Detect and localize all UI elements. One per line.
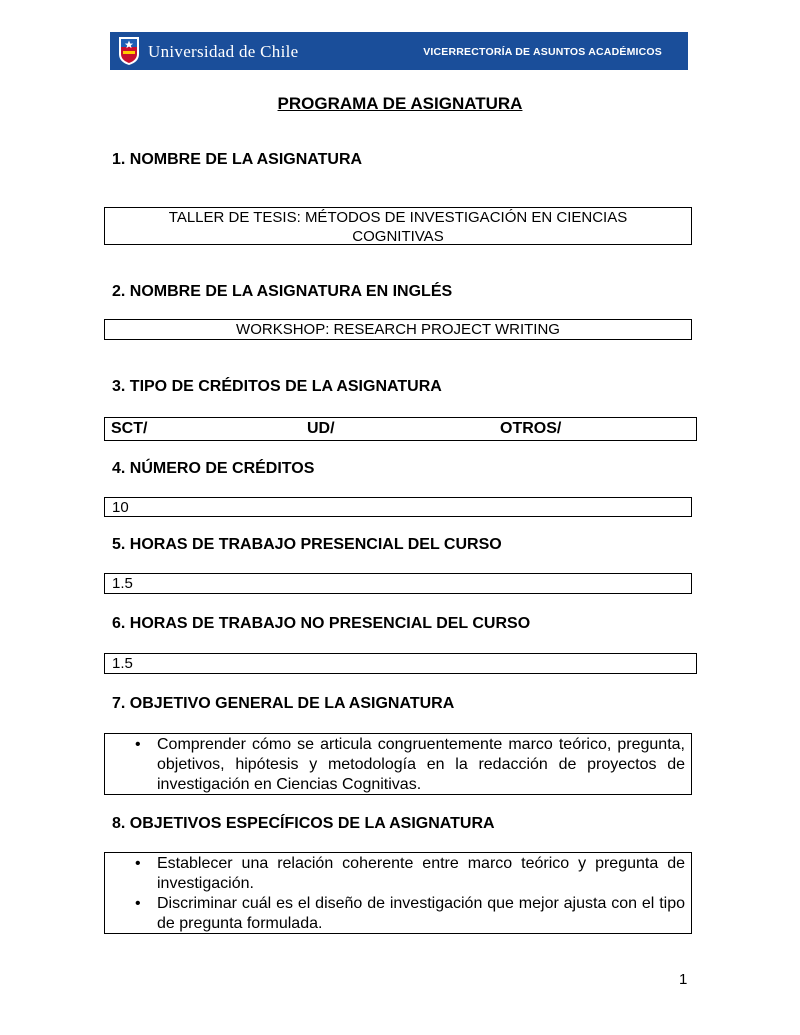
credit-type-ud: UD/: [307, 420, 335, 437]
course-name-line-1: TALLER DE TESIS: MÉTODOS DE INVESTIGACIÓN EN CIENCIAS: [168, 209, 628, 226]
presential-hours-box: [104, 573, 692, 594]
bullet-icon: •: [135, 855, 141, 872]
english-name-box: [104, 319, 692, 340]
document-title: PROGRAMA DE ASIGNATURA: [277, 94, 523, 113]
bullet-icon: •: [135, 736, 141, 753]
credit-type-box: [104, 417, 697, 441]
non-presential-hours-box: [104, 653, 697, 674]
university-name: Universidad de Chile: [148, 42, 299, 61]
vice-rectorate-label: VICERRECTORÍA DE ASUNTOS ACADÉMICOS: [423, 46, 662, 58]
presential-hours-value: 1.5: [112, 575, 133, 592]
list-item: • Establecer una relación coherente entre marco teórico y pregunta de investigación.: [135, 855, 685, 892]
specific-objectives-list: [105, 853, 691, 935]
section-1-heading: 1. NOMBRE DE LA ASIGNATURA: [112, 151, 363, 168]
section-4-heading: 4. NÚMERO DE CRÉDITOS: [112, 460, 315, 477]
section-5-heading: 5. HORAS DE TRABAJO PRESENCIAL DEL CURSO: [112, 536, 502, 553]
course-name-line-2: COGNITIVAS: [352, 228, 444, 245]
section-6-heading: 6. HORAS DE TRABAJO NO PRESENCIAL DEL CURSO: [112, 615, 531, 632]
bullet-icon: •: [135, 895, 141, 912]
section-8-heading: 8. OBJETIVOS ESPECÍFICOS DE LA ASIGNATURA: [112, 815, 495, 832]
list-item: • Discriminar cuál es el diseño de investigación que mejor ajusta con el tipo de pregunta formulada.: [135, 895, 685, 932]
university-crest-icon: [118, 36, 140, 66]
credits-number-value: 10: [112, 499, 129, 516]
course-name-box: [104, 207, 692, 245]
credit-type-sct: SCT/: [111, 420, 148, 437]
page-number: 1: [679, 971, 688, 988]
university-banner: [110, 32, 688, 70]
general-objective-list: [105, 734, 691, 796]
section-7-heading: 7. OBJETIVO GENERAL DE LA ASIGNATURA: [112, 695, 455, 712]
section-3-heading: 3. TIPO DE CRÉDITOS DE LA ASIGNATURA: [112, 378, 442, 395]
general-objective-box: [104, 733, 692, 795]
credits-number-box: [104, 497, 692, 517]
specific-objectives-box: [104, 852, 692, 934]
list-item: • Comprender cómo se articula congruentemente marco teórico, pregunta, objetivos, hipótesis y metodología en la redacción de proyectos de investigación en Ciencias Cognitivas.: [135, 736, 685, 793]
credit-type-otros: OTROS/: [500, 420, 562, 437]
non-presential-hours-value: 1.5: [112, 655, 133, 672]
section-2-heading: 2. NOMBRE DE LA ASIGNATURA EN INGLÉS: [112, 283, 453, 300]
english-name-value: WORKSHOP: RESEARCH PROJECT WRITING: [236, 321, 560, 338]
